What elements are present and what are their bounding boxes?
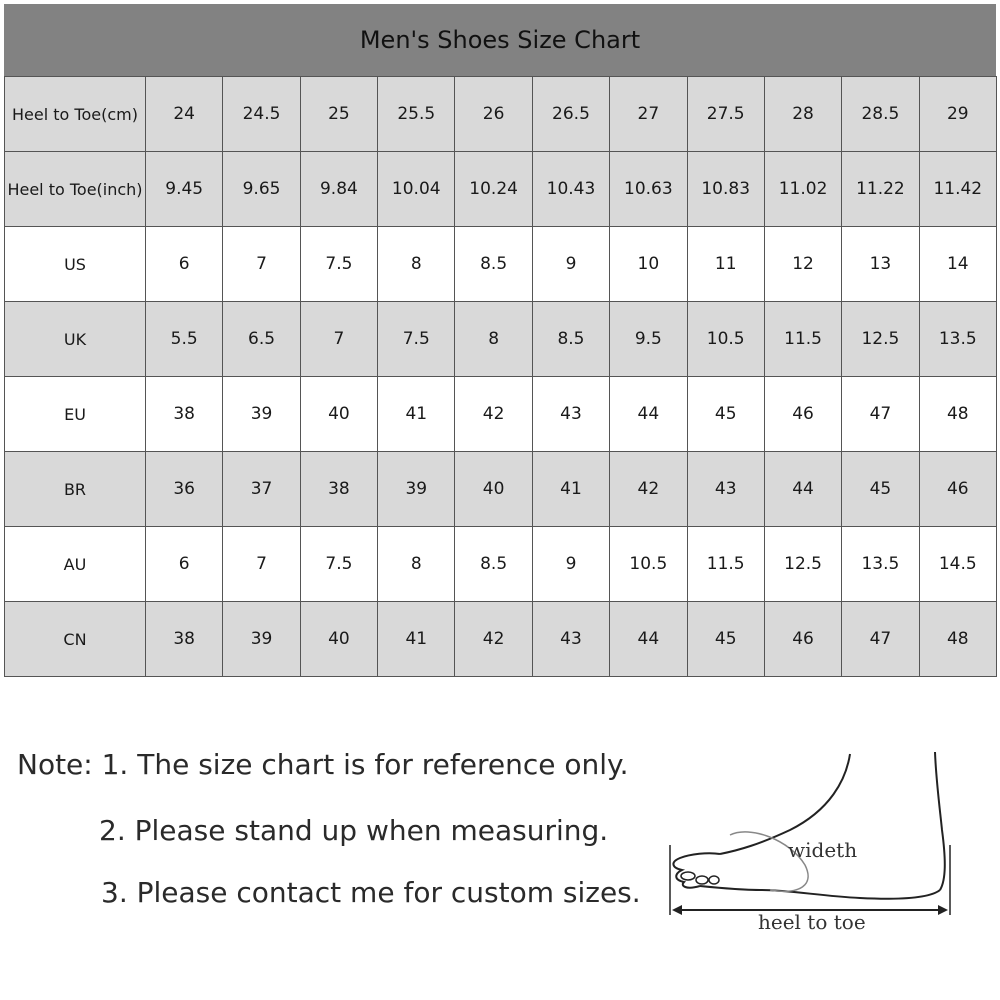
table-cell: 5.5 [146, 302, 223, 377]
table-cell: 13.5 [919, 302, 996, 377]
table-cell: 41 [532, 452, 609, 527]
size-table-body [5, 77, 997, 677]
table-cell: 24 [146, 77, 223, 152]
row-label: UK [5, 302, 146, 377]
table-cell: 7 [223, 527, 300, 602]
table-cell: 47 [842, 602, 919, 677]
table-cell: 37 [223, 452, 300, 527]
row-label: Heel to Toe(inch) [5, 152, 146, 227]
table-row [5, 602, 997, 677]
table-cell: 6 [146, 527, 223, 602]
table-cell: 7.5 [378, 302, 455, 377]
note-line-3: 3. Please contact me for custom sizes. [101, 876, 641, 909]
table-cell: 9.84 [300, 152, 377, 227]
table-cell: 25.5 [378, 77, 455, 152]
table-cell: 46 [764, 602, 841, 677]
table-cell: 14.5 [919, 527, 996, 602]
table-cell: 28.5 [842, 77, 919, 152]
table-cell: 46 [764, 377, 841, 452]
table-cell: 10.43 [532, 152, 609, 227]
table-row [5, 302, 997, 377]
table-cell: 7.5 [300, 227, 377, 302]
table-cell: 42 [455, 377, 532, 452]
chart-title-bar [4, 4, 996, 76]
row-label: US [5, 227, 146, 302]
table-cell: 28 [764, 77, 841, 152]
table-cell: 11.5 [687, 527, 764, 602]
table-cell: 26 [455, 77, 532, 152]
table-cell: 8.5 [455, 227, 532, 302]
table-cell: 10.5 [610, 527, 687, 602]
row-label: CN [5, 602, 146, 677]
table-cell: 43 [532, 377, 609, 452]
note-line-2: 2. Please stand up when measuring. [99, 814, 609, 847]
table-cell: 27.5 [687, 77, 764, 152]
row-label: EU [5, 377, 146, 452]
table-cell: 11.42 [919, 152, 996, 227]
table-cell: 47 [842, 377, 919, 452]
row-label: AU [5, 527, 146, 602]
table-cell: 27 [610, 77, 687, 152]
table-cell: 10.24 [455, 152, 532, 227]
table-cell: 13 [842, 227, 919, 302]
table-cell: 10.63 [610, 152, 687, 227]
table-cell: 11 [687, 227, 764, 302]
table-cell: 6 [146, 227, 223, 302]
table-cell: 10.83 [687, 152, 764, 227]
table-cell: 40 [300, 602, 377, 677]
size-table [4, 76, 997, 677]
table-cell: 39 [223, 377, 300, 452]
table-cell: 48 [919, 377, 996, 452]
table-cell: 10.04 [378, 152, 455, 227]
table-cell: 45 [842, 452, 919, 527]
table-cell: 12 [764, 227, 841, 302]
table-cell: 8.5 [455, 527, 532, 602]
table-cell: 9.65 [223, 152, 300, 227]
table-cell: 38 [146, 602, 223, 677]
chart-title: Men's Shoes Size Chart [359, 26, 641, 54]
table-cell: 46 [919, 452, 996, 527]
table-cell: 44 [764, 452, 841, 527]
table-row [5, 227, 997, 302]
table-cell: 25 [300, 77, 377, 152]
table-row [5, 152, 997, 227]
table-cell: 12.5 [842, 302, 919, 377]
table-row [5, 377, 997, 452]
table-cell: 38 [300, 452, 377, 527]
table-cell: 24.5 [223, 77, 300, 152]
table-cell: 8.5 [532, 302, 609, 377]
table-cell: 45 [687, 602, 764, 677]
table-cell: 40 [455, 452, 532, 527]
foot-measure-diagram [660, 740, 960, 940]
table-cell: 9.45 [146, 152, 223, 227]
note-line-1: Note: 1. The size chart is for reference only. [17, 748, 629, 781]
table-cell: 8 [455, 302, 532, 377]
table-cell: 48 [919, 602, 996, 677]
table-cell: 9 [532, 227, 609, 302]
table-cell: 44 [610, 602, 687, 677]
table-cell: 26.5 [532, 77, 609, 152]
row-label: Heel to Toe(cm) [5, 77, 146, 152]
table-cell: 43 [687, 452, 764, 527]
table-cell: 8 [378, 527, 455, 602]
table-cell: 42 [455, 602, 532, 677]
table-cell: 36 [146, 452, 223, 527]
table-cell: 14 [919, 227, 996, 302]
row-label: BR [5, 452, 146, 527]
table-cell: 6.5 [223, 302, 300, 377]
table-cell: 38 [146, 377, 223, 452]
table-cell: 41 [378, 377, 455, 452]
table-row [5, 452, 997, 527]
table-cell: 39 [378, 452, 455, 527]
table-cell: 29 [919, 77, 996, 152]
table-cell: 42 [610, 452, 687, 527]
table-cell: 12.5 [764, 527, 841, 602]
table-cell: 9 [532, 527, 609, 602]
table-cell: 10.5 [687, 302, 764, 377]
table-cell: 7 [223, 227, 300, 302]
table-cell: 10 [610, 227, 687, 302]
table-cell: 39 [223, 602, 300, 677]
table-cell: 7 [300, 302, 377, 377]
table-cell: 41 [378, 602, 455, 677]
table-cell: 8 [378, 227, 455, 302]
width-label: wideth [788, 838, 858, 862]
table-cell: 44 [610, 377, 687, 452]
table-cell: 7.5 [300, 527, 377, 602]
table-cell: 11.02 [764, 152, 841, 227]
table-cell: 43 [532, 602, 609, 677]
table-row [5, 527, 997, 602]
table-cell: 13.5 [842, 527, 919, 602]
length-label: heel to toe [758, 910, 866, 934]
table-cell: 11.5 [764, 302, 841, 377]
table-cell: 45 [687, 377, 764, 452]
table-row [5, 77, 997, 152]
table-cell: 9.5 [610, 302, 687, 377]
table-cell: 40 [300, 377, 377, 452]
table-cell: 11.22 [842, 152, 919, 227]
